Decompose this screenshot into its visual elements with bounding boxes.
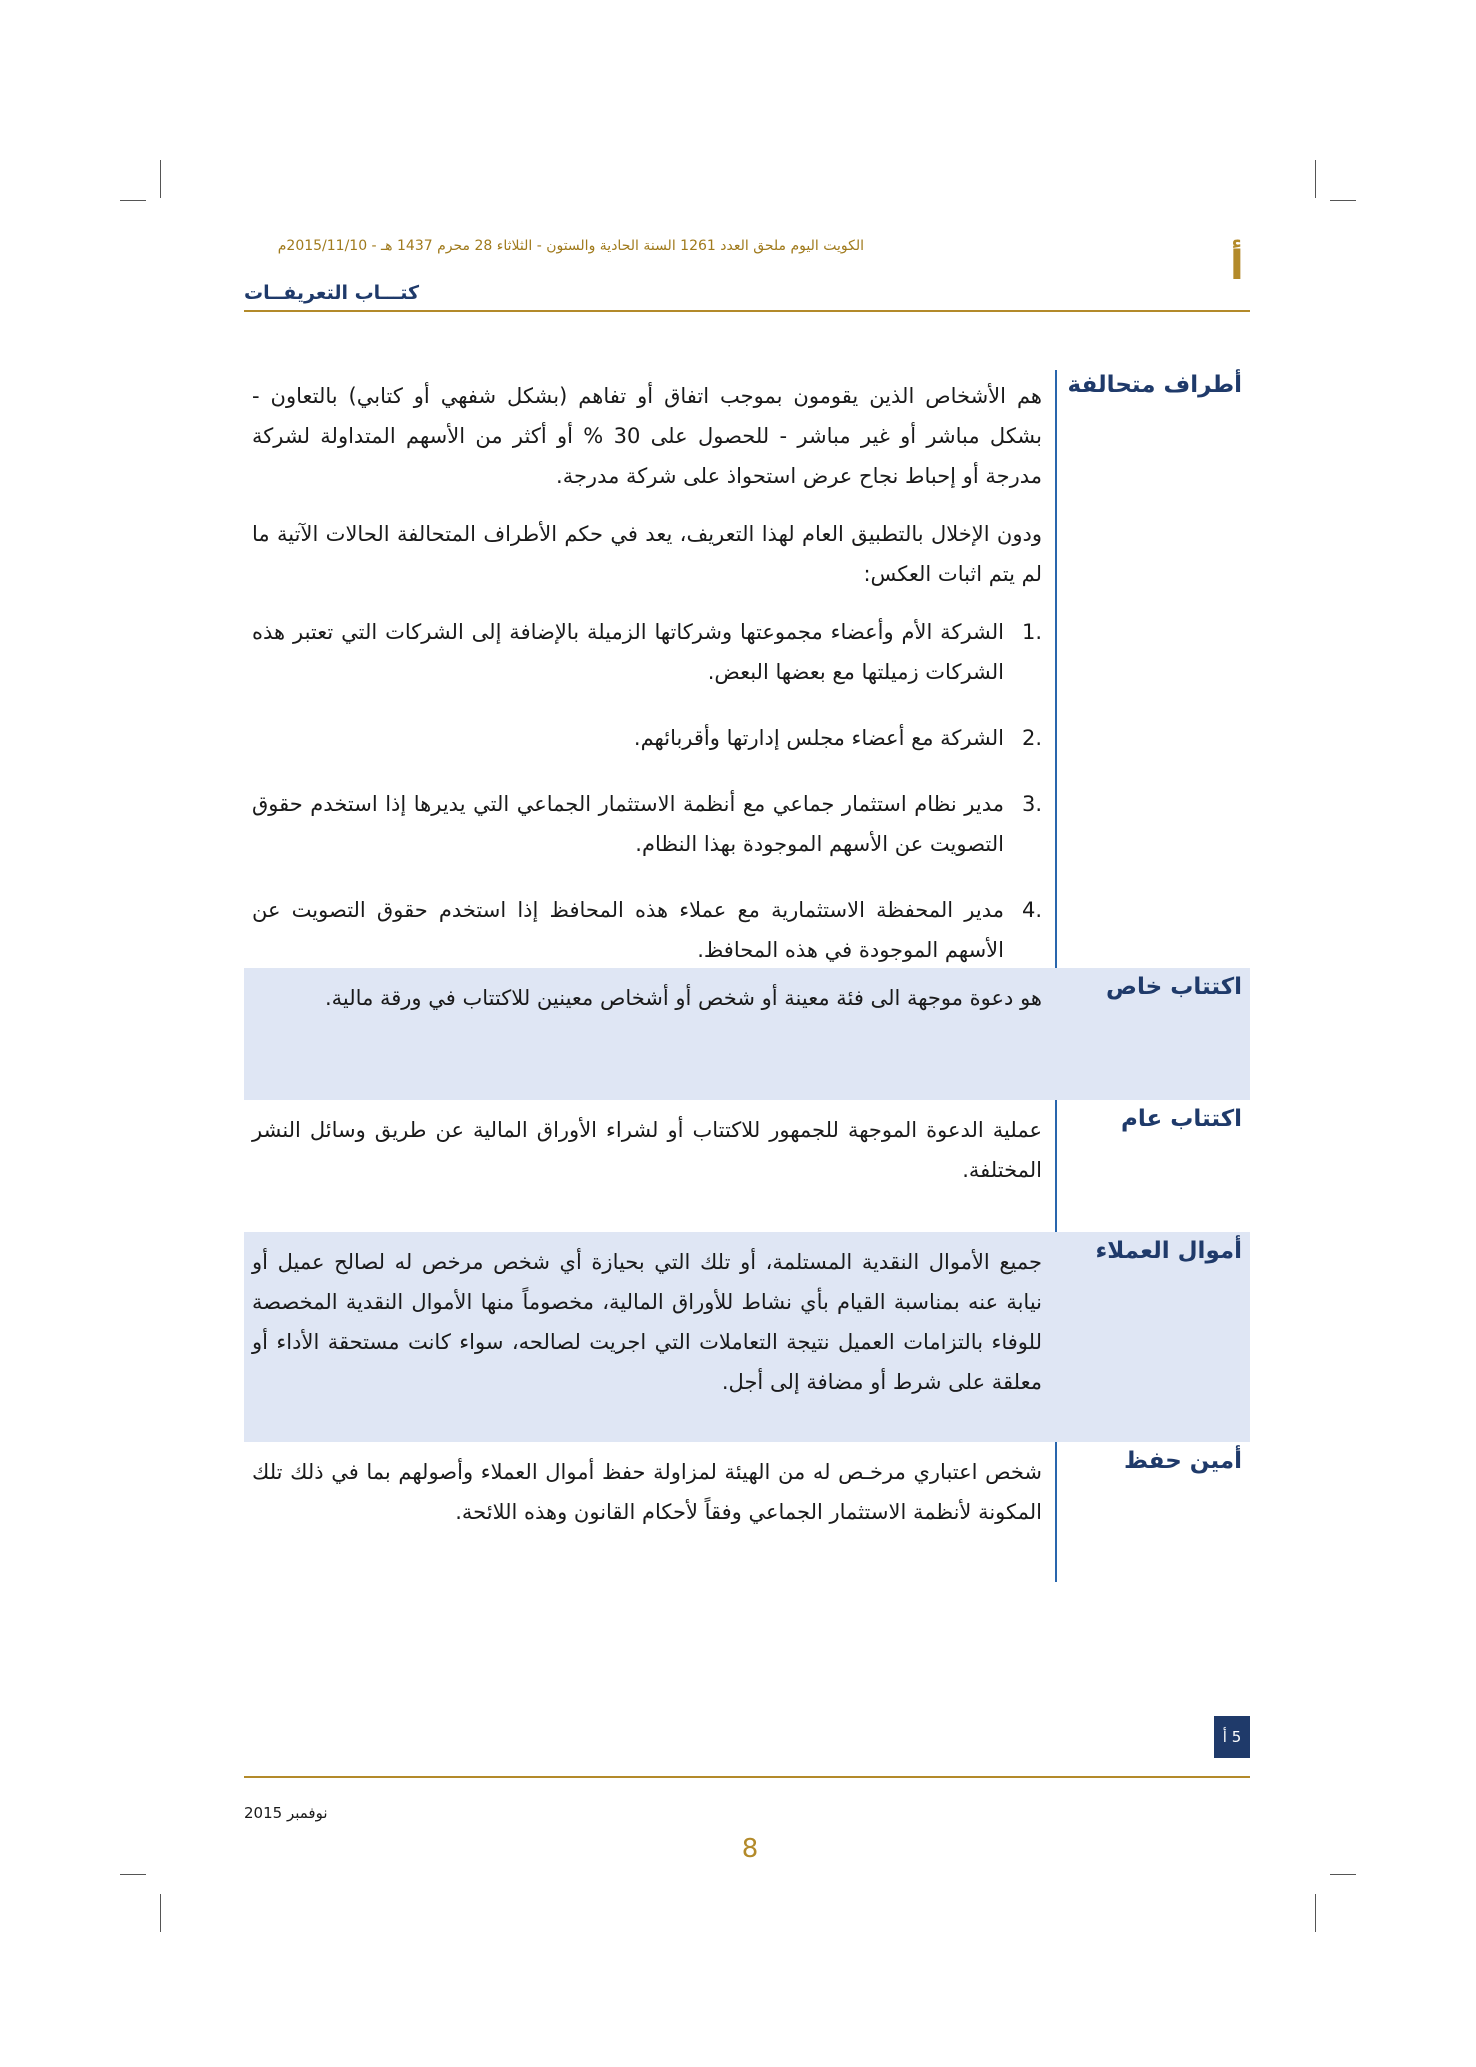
list-item bbox=[252, 612, 1042, 692]
definition-term: أموال العملاء bbox=[1095, 1238, 1242, 1264]
definition-text: شخص اعتباري مرخـص له من الهيئة لمزاولة حفظ أموال العملاء وأصولهم بما في ذلك تلك المكونة لأنظمة الاستثمار الجماعي وفقاً لأحكام القانون وهذه اللائحة. bbox=[252, 1460, 1042, 1524]
crop-mark bbox=[160, 160, 161, 198]
definition-row bbox=[244, 1100, 1250, 1232]
definition-term: أمين حفظ bbox=[1124, 1448, 1242, 1474]
crop-mark bbox=[1330, 1874, 1356, 1875]
issue-date: نوفمبر 2015 bbox=[244, 1804, 328, 1822]
list-item-text: مدير نظام استثمار جماعي مع أنظمة الاستثمار الجماعي التي يديرها إذا استخدم حقوق التصويت عن الأسهم الموجودة بهذا النظام. bbox=[252, 792, 1004, 856]
definition-row bbox=[244, 366, 1250, 962]
definition-list bbox=[252, 612, 1042, 970]
list-item bbox=[252, 890, 1042, 970]
list-item-text: مدير المحفظة الاستثمارية مع عملاء هذه المحافظ إذا استخدم حقوق التصويت عن الأسهم الموجودة في هذه المحافظ. bbox=[252, 898, 1004, 962]
book-title: كتـــاب التعريفــات bbox=[244, 282, 420, 304]
page-number: 8 bbox=[741, 1834, 759, 1864]
definition-term: أطراف متحالفة bbox=[1067, 372, 1242, 398]
list-item bbox=[252, 784, 1042, 864]
definition-paragraph: هم الأشخاص الذين يقومون بموجب اتفاق أو تفاهم (بشكل شفهي أو كتابي) بالتعاون - بشكل مباشر أو غير مباشر - للحصول على 30 % أو أكثر من الأسهم المتداولة لشركة مدرجة أو إحباط نجاح عرض استحواذ على شركة مدرجة. bbox=[252, 384, 1042, 488]
crop-mark bbox=[160, 1894, 161, 1932]
list-number: 4. bbox=[1021, 898, 1042, 922]
list-item-text: الشركة الأم وأعضاء مجموعتها وشركاتها الزميلة بالإضافة إلى الشركات التي تعتبر هذه الشركات زميلتها مع بعضها البعض. bbox=[252, 620, 1004, 684]
crop-mark bbox=[1315, 160, 1316, 198]
definition-text bbox=[252, 376, 1042, 996]
definition-term: اكتتاب خاص bbox=[1106, 974, 1242, 1000]
definition-row bbox=[244, 1442, 1250, 1582]
section-page-badge: 5 أ bbox=[1214, 1716, 1250, 1758]
section-letter: أ bbox=[1230, 243, 1244, 289]
definition-text: هو دعوة موجهة الى فئة معينة أو شخص أو أشخاص معينين للاكتتاب في ورقة مالية. bbox=[325, 986, 1042, 1010]
definition-row bbox=[244, 1232, 1250, 1442]
footer-rule bbox=[244, 1776, 1250, 1778]
header-rule bbox=[244, 310, 1250, 312]
list-item bbox=[252, 718, 1042, 758]
list-number: 3. bbox=[1021, 792, 1042, 816]
list-number: 2. bbox=[1021, 726, 1042, 750]
crop-mark bbox=[120, 1874, 146, 1875]
definition-term: اكتتاب عام bbox=[1121, 1106, 1242, 1132]
definition-text: جميع الأموال النقدية المستلمة، أو تلك التي بحيازة أي شخص مرخص له لصالح عميل أو نيابة عنه بمناسبة القيام بأي نشاط للأوراق المالية، مخصوماً منها الأموال النقدية المخصصة للوفاء بالتزامات العميل نتيجة التعاملات التي اجريت لصالحه، سواء كانت مستحقة الأداء أو معلقة على شرط أو مضافة إلى أجل. bbox=[252, 1250, 1042, 1394]
crop-mark bbox=[1330, 200, 1356, 201]
gazette-header-line: الكويت اليوم ملحق العدد 1261 السنة الحادية والستون - الثلاثاء 28 محرم 1437 هـ - 2015/11/10م bbox=[277, 238, 864, 254]
definition-row bbox=[244, 968, 1250, 1100]
list-number: 1. bbox=[1021, 620, 1042, 644]
crop-mark bbox=[1315, 1894, 1316, 1932]
list-item-text: الشركة مع أعضاء مجلس إدارتها وأقربائهم. bbox=[633, 726, 1004, 750]
crop-mark bbox=[120, 200, 146, 201]
definition-paragraph: ودون الإخلال بالتطبيق العام لهذا التعريف، يعد في حكم الأطراف المتحالفة الحالات الآتية ما لم يتم اثبات العكس: bbox=[252, 522, 1042, 586]
definition-text: عملية الدعوة الموجهة للجمهور للاكتتاب أو لشراء الأوراق المالية عن طريق وسائل النشر المختلفة. bbox=[252, 1118, 1042, 1182]
